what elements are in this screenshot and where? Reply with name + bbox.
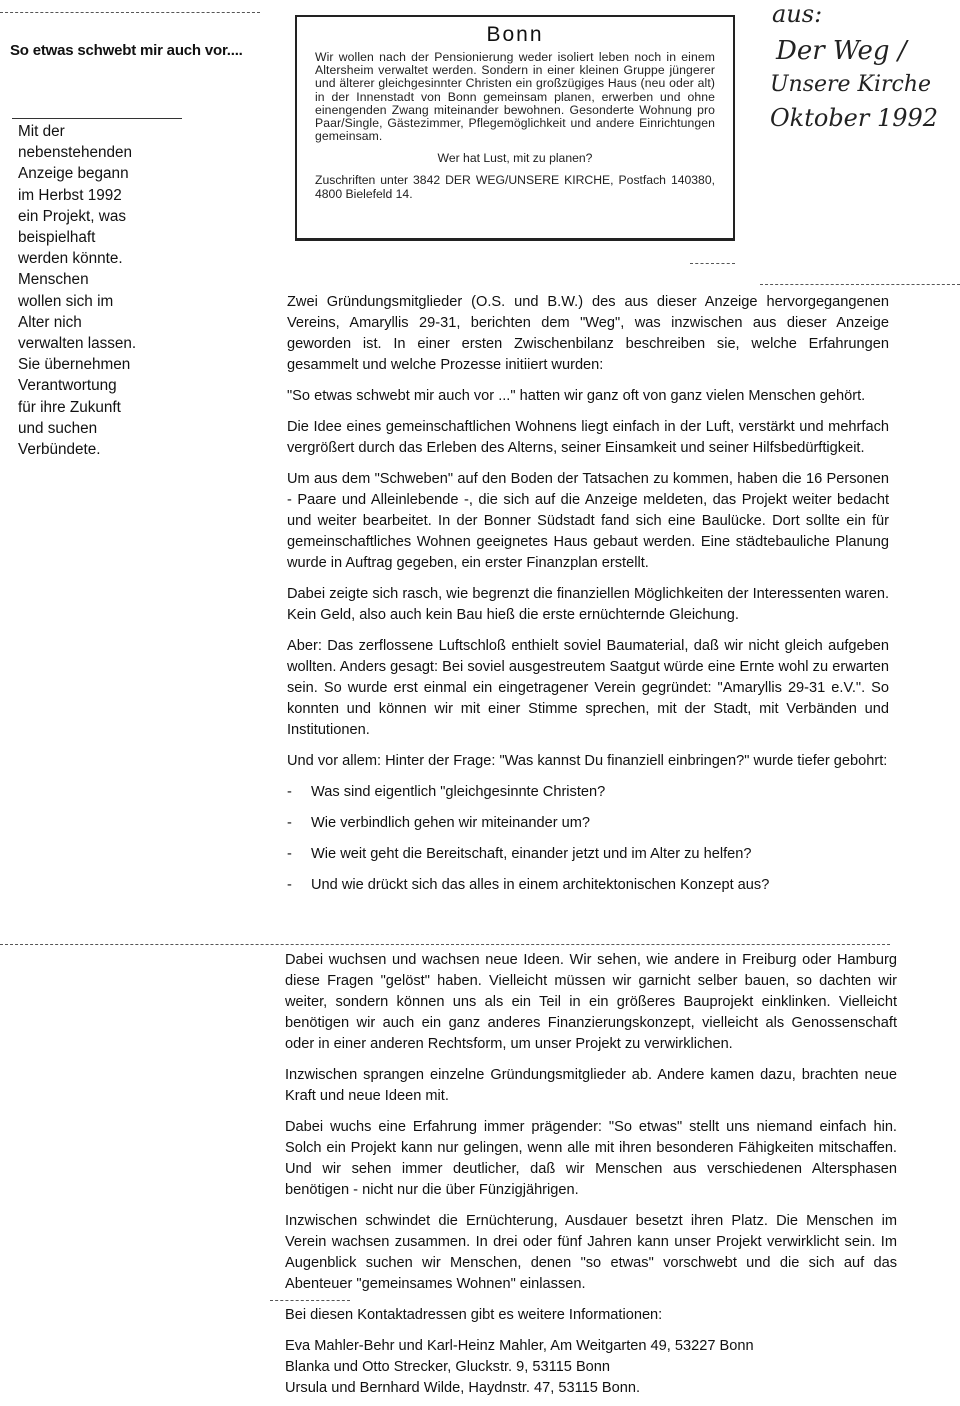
bullet-text: Und wie drückt sich das alles in einem architektonischen Konzept aus? <box>311 877 770 893</box>
bullet-text: Was sind eigentlich "gleichgesinnte Christen? <box>311 784 606 800</box>
ad-clipping <box>295 15 735 241</box>
handwritten-source-note <box>760 0 960 140</box>
sidebar-line: beispielhaft <box>18 229 96 247</box>
handwriting-line-4: Oktober 1992 <box>770 104 939 132</box>
sidebar-line: werden könnte. <box>18 250 123 268</box>
bullet-marker: - <box>287 784 292 800</box>
sidebar-title: So etwas schwebt mir auch vor.... <box>10 42 243 59</box>
sidebar-line: Verantwortung <box>18 377 117 395</box>
handwriting-line-3: Unsere Kirche <box>770 72 932 97</box>
right-dash <box>760 284 960 285</box>
bullet-item <box>287 813 889 834</box>
bullet-marker: - <box>287 815 292 831</box>
article-main <box>287 292 889 906</box>
contact-address: Ursula und Bernhard Wilde, Haydnstr. 47, 53115 Bonn. <box>285 1380 641 1396</box>
handwriting-line-1: aus: <box>772 0 823 28</box>
sidebar-line: ein Projekt, was <box>18 207 126 225</box>
paragraph-6: Aber: Das zerflossene Luftschloß enthielt soviel Baumaterial, daß wir nicht gleich aufgeben wollten. Anders gesagt: Bei soviel ausgestreutem Saatgut würde eine Ernte wohl zu erwarten sein. So wurde erst einmal ein eingetragener Verein gegründet: "Amaryllis 29-31 e.V.". So konnten und können wir mit einer Stimme sprechen, mit der Stadt, mit Verbänden und Institutionen. <box>287 638 889 738</box>
paragraph-10: Dabei wuchs eine Erfahrung immer prägender: "So etwas" stellt uns niemand einfach hin. Solch ein Projekt kann nur gelingen, wenn alle mit ihren besonderen Fähigkeiten mitschaffen. Und wir sehen immer deutlicher, daß wir Menschen aus verschiedenen Altersphasen benötigen - nicht nur die über Fünzigjährigen. <box>285 1119 897 1198</box>
article-lower <box>285 950 897 1399</box>
contact-list <box>285 1336 897 1399</box>
bullet-item <box>287 875 889 896</box>
sidebar-line: im Herbst 1992 <box>18 186 122 204</box>
sidebar-line: Menschen <box>18 271 89 289</box>
bullet-item <box>287 782 889 803</box>
ad-question: Wer hat Lust, mit zu planen? <box>437 151 593 166</box>
top-dashed-rule <box>0 12 260 13</box>
contact-address: Eva Mahler-Behr und Karl-Heinz Mahler, Am Weitgarten 49, 53227 Bonn <box>285 1338 754 1354</box>
paragraph-1: Zwei Gründungsmitglieder (O.S. und B.W.) des aus dieser Anzeige hervorgegangenen Vereins, Amaryllis 29-31, berichten dem "Weg", was inzwischen aus dieser Anzeige geworden ist. In einer ersten Zwischenbilanz beschreiben sie, welche Erfahrungen gesammelt und welche Prozesse initiiert wurden: <box>287 294 889 373</box>
paragraph-9: Inzwischen sprangen einzelne Gründungsmitglieder ab. Andere kamen dazu, brachten neue Kraft und neue Ideen mit. <box>285 1067 897 1104</box>
paragraph-3: Die Idee eines gemeinschaftlichen Wohnens liegt einfach in der Luft, verstärkt und mehrfach vergrößert durch das Erleben des Alterns, seiner Einsamkeit und seiner Hilfsbedürftigkeit. <box>287 419 889 456</box>
mid-dashed-rule <box>0 944 890 945</box>
ad-title: Bonn <box>486 23 544 46</box>
sidebar-line: verwalten lassen. <box>18 335 137 353</box>
sidebar-line: und suchen <box>18 419 98 437</box>
sidebar-line: Alter nich <box>18 313 82 331</box>
contacts-intro: Bei diesen Kontaktadressen gibt es weitere Informationen: <box>285 1307 663 1323</box>
paragraph-7: Und vor allem: Hinter der Frage: "Was kannst Du finanziell einbringen?" wurde tiefer gebohrt: <box>287 753 888 769</box>
paragraph-5: Dabei zeigte sich rasch, wie begrenzt die finanziellen Möglichkeiten der Interessenten waren. Kein Geld, also auch kein Bau hieß die erste ernüchternde Gleichung. <box>287 586 889 623</box>
bullet-item <box>287 844 889 865</box>
ad-contact: Zuschriften unter 3842 DER WEG/UNSERE KIRCHE, Postfach 140380, 4800 Bielefeld 14. <box>315 173 715 201</box>
sidebar-line: nebenstehenden <box>18 144 132 162</box>
bullet-marker: - <box>287 877 292 893</box>
sidebar-line: wollen sich im <box>18 292 114 310</box>
sidebar-line: Verbündete. <box>18 441 101 459</box>
paragraph-2: "So etwas schwebt mir auch vor ..." hatten wir ganz oft von ganz vielen Menschen gehört. <box>287 388 866 404</box>
bullet-marker: - <box>287 846 292 862</box>
paragraph-8: Dabei wuchsen und wachsen neue Ideen. Wir sehen, wie andere in Freiburg oder Hamburg diese Fragen "gelöst" haben. Vielleicht müssen wir garnicht selber bauen, so dachten wir weiter, sondern können uns als ein Teil in ein größeres Bauprojekt einklinken. Vielleicht benötigen wir auch ein ganz anderes Finanzierungskonzept, vielleicht als Genossenschaft oder in einer anderen Rechtsform, um unser Projekt zu verwirklichen. <box>285 952 897 1052</box>
paragraph-4: Um aus dem "Schweben" auf den Boden der Tatsachen zu kommen, haben die 16 Personen - Paare und Alleinlebende -, die sich auf die Anzeige meldeten, das Projekt weiter bedacht und weiter bearbeitet. In der Bonner Südstadt fand sich eine Baulücke. Dort sollte ein für gemeinschaftliches Wohnen geeignetes Haus gebaut werden. Eine städtebauliche Planung wurde in Auftrag gegeben, ein erster Finanzplan erstellt. <box>287 471 889 571</box>
paragraph-11: Inzwischen schwindet die Ernüchterung, Ausdauer besetzt ihren Platz. Die Menschen im Verein wachsen zusammen. In drei oder fünf Jahren kann unser Projekt verwirklicht sein. Im Augenblick suchen wir Menschen, denen "so etwas" vorschwebt und die sich auf das Abenteuer "gemeinsames Wohnen" einlassen. <box>285 1213 897 1292</box>
sidebar-rule <box>12 118 182 119</box>
handwriting-line-2: Der Weg / <box>776 36 907 66</box>
sidebar-line: für ihre Zukunft <box>18 398 121 416</box>
sidebar-line: Mit der <box>18 123 65 140</box>
sidebar-text <box>18 121 158 460</box>
sidebar-line: Anzeige begann <box>18 165 129 183</box>
ad-body: Wir wollen nach der Pensionierung weder isoliert leben noch in einem Altersheim verwaltet werden. Sondern in einer kleinen Gruppe jüngerer und älterer gleichgesinnter Christen ein großzügiges Haus (neu oder alt) in der Innenstadt von Bonn gemeinsam planen, erwerben und ohne einengenden Zwang miteinander bewohnen. Gesonderte Wohnung pro Paar/Single, Gästezimmer, Pflegemöglichkeit und andere Einrichtungen gemeinsam. <box>315 50 715 144</box>
sidebar-line: Sie übernehmen <box>18 356 131 374</box>
bullet-text: Wie verbindlich gehen wir miteinander um? <box>311 815 591 831</box>
ad-underline-dash <box>690 263 735 264</box>
bullet-text: Wie weit geht die Bereitschaft, einander jetzt und im Alter zu helfen? <box>311 846 752 862</box>
contact-address: Blanka und Otto Strecker, Gluckstr. 9, 53115 Bonn <box>285 1359 611 1375</box>
